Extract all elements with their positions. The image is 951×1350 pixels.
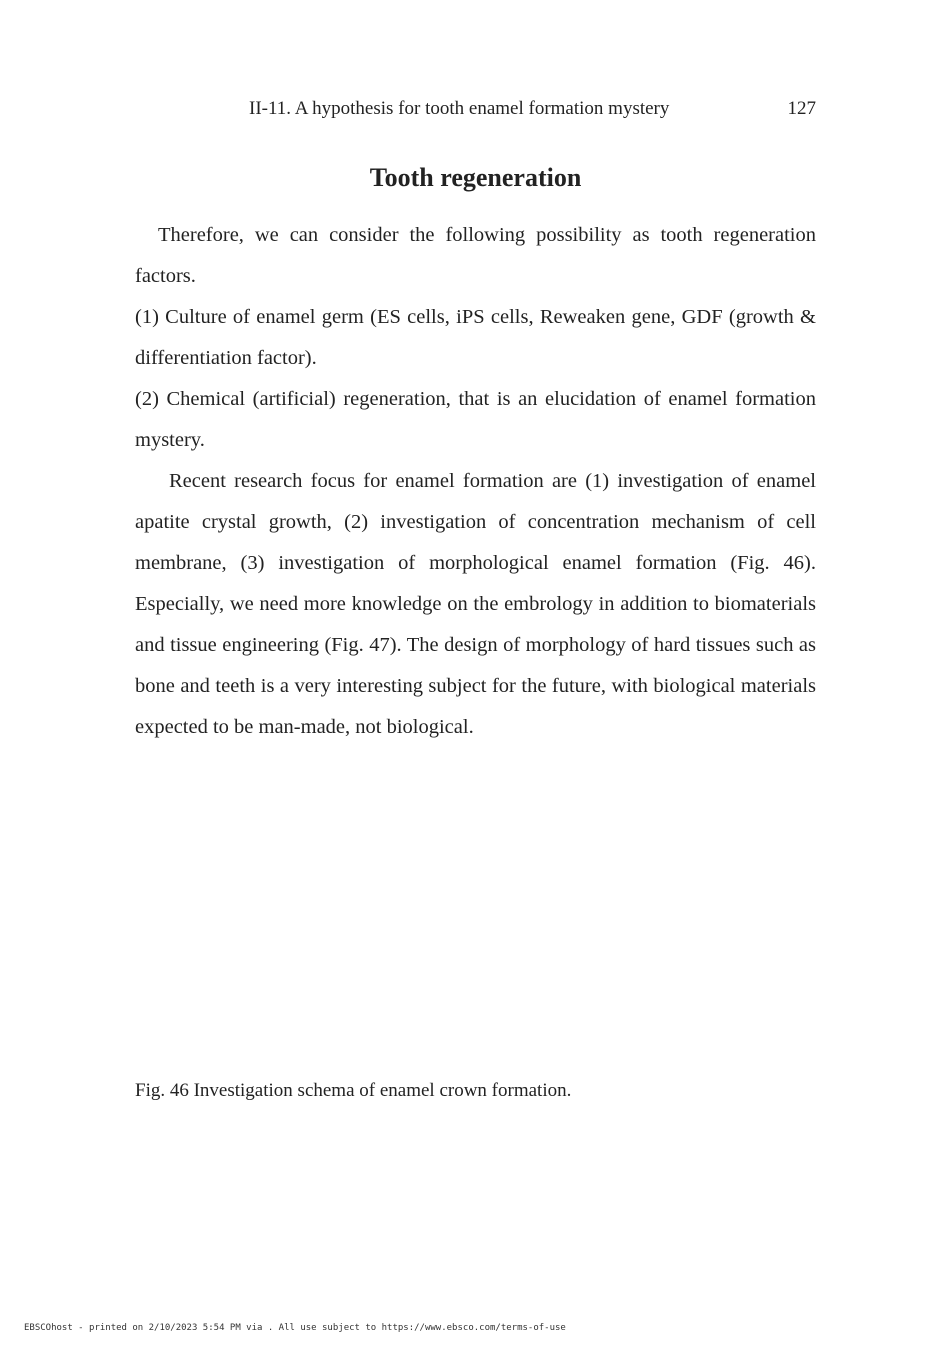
body-text (135, 215, 816, 748)
paragraph-item-1: (1) Culture of enamel germ (ES cells, iPS cells, Reweaken gene, GDF (growth & differentiation factor). (135, 306, 816, 369)
figure-caption: Fig. 46 Investigation schema of enamel crown formation. (135, 1080, 572, 1101)
figure-placeholder (135, 760, 816, 1060)
page-number: 127 (787, 98, 816, 119)
paragraph-intro: Therefore, we can consider the following possibility as tooth regeneration factors. (135, 224, 816, 287)
paragraph-item-2: (2) Chemical (artificial) regeneration, that is an elucidation of enamel formation mystery. (135, 388, 816, 451)
paragraph-research-focus: Recent research focus for enamel formation are (1) investigation of enamel apatite crystal growth, (2) investigation of concentration mechanism of cell membrane, (3) investigation of morphological enamel formation (Fig. 46). Especially, we need more knowledge on the embrology in addition to biomaterials and tissue engineering (Fig. 47). The design of morphology of hard tissues such as bone and teeth is a very interesting subject for the future, with biological materials expected to be man-made, not biological. (135, 470, 816, 738)
running-head-title: II-11. A hypothesis for tooth enamel formation mystery (249, 98, 670, 119)
section-title: Tooth regeneration (369, 163, 582, 192)
running-head (249, 96, 816, 122)
footer-notice: EBSCOhost - printed on 2/10/2023 5:54 PM via . All use subject to https://www.ebsco.com/terms-of-use (24, 1323, 566, 1333)
